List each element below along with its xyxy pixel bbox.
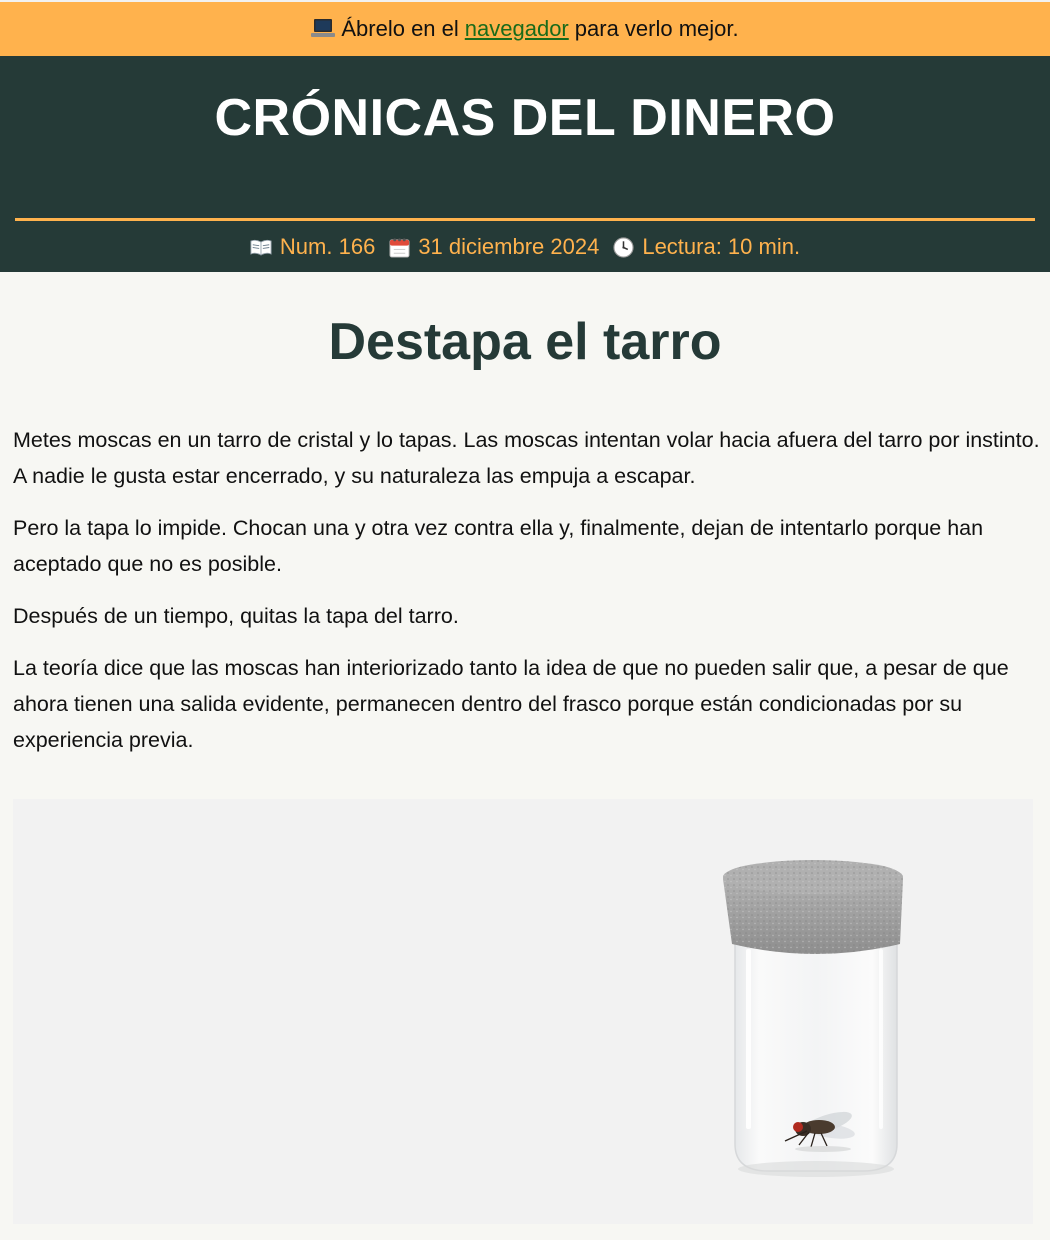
calendar-icon	[389, 237, 410, 258]
issue-date-text: 31 diciembre 2024	[418, 234, 600, 259]
issue-date	[389, 234, 599, 260]
banner-text-before: Ábrelo en el	[341, 16, 459, 41]
article-paragraph: Después de un tiempo, quitas la tapa del tarro.	[13, 604, 459, 628]
reading-time-text: Lectura: 10 min.	[642, 234, 801, 259]
header-divider	[15, 218, 1035, 221]
newsletter-header	[0, 56, 1050, 272]
open-book-icon	[250, 239, 272, 256]
article-paragraph: Metes moscas en un tarro de cristal y lo tapas. Las moscas intentan volar hacia afuera del tarro por instinto. A nadie le gusta estar encerrado, y su naturaleza las empuja a escapar.	[13, 428, 1040, 488]
fly-in-jar-illustration	[13, 799, 1033, 1224]
banner-text-after: para verlo mejor.	[574, 16, 739, 41]
issue-number	[250, 234, 375, 260]
issue-number-text: Num. 166	[279, 234, 376, 259]
article-paragraph: Pero la tapa lo impide. Chocan una y otra vez contra ella y, finalmente, dejan de intentarlo porque han aceptado que no es posible.	[13, 516, 984, 576]
clock-icon	[613, 237, 634, 258]
article-image	[13, 799, 1033, 1224]
browser-link[interactable]: navegador	[464, 16, 569, 41]
page-right-edge	[1050, 0, 1054, 1240]
article-paragraph: La teoría dice que las moscas han interiorizado tanto la idea de que no pueden salir que, a pesar de que ahora tienen una salida evidente, permanecen dentro del frasco porque están condicionadas por su experiencia previa.	[13, 656, 1009, 752]
newsletter-brand: CRÓNICAS DEL DINERO	[214, 89, 836, 147]
laptop-icon	[311, 18, 335, 38]
reading-time	[613, 234, 800, 260]
article-title: Destapa el tarro	[328, 313, 722, 371]
open-in-browser-banner	[0, 0, 1050, 56]
issue-meta	[0, 234, 1050, 260]
article-body	[13, 422, 1041, 774]
